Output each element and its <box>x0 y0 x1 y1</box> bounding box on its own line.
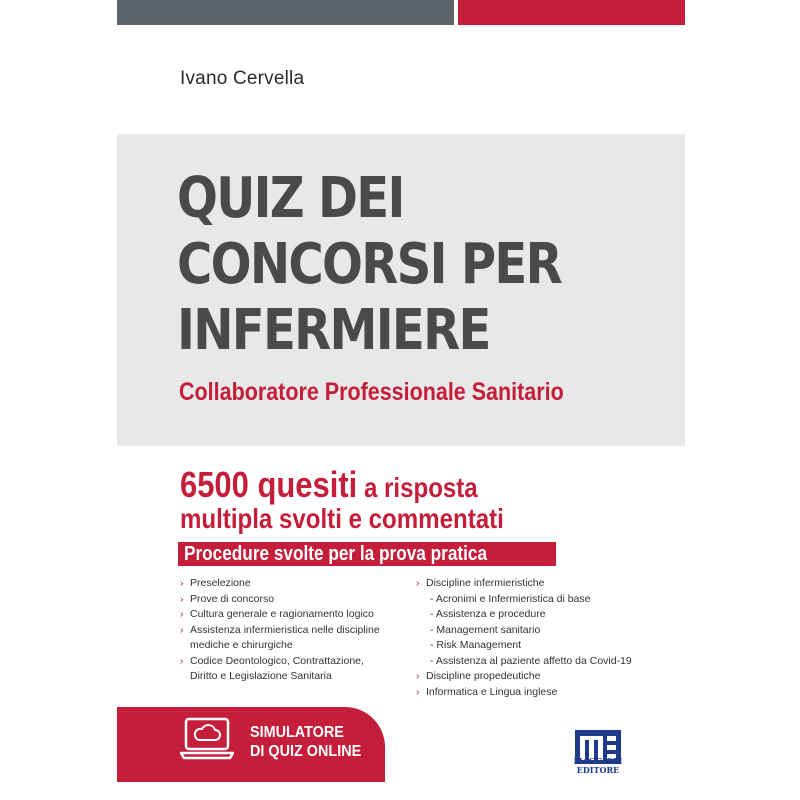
title-line-2: CONCORSI PER <box>177 232 561 297</box>
headline-number: 6500 quesiti <box>180 464 358 505</box>
list-item: › Assistenza infermieristica nelle discipline <box>180 623 390 639</box>
list-subitem: - Assistenza al paziente affetto da Covid-19 <box>430 654 632 667</box>
book-title <box>177 166 607 364</box>
list-item: › Cultura generale e ragionamento logico <box>180 607 390 623</box>
author-name: Ivano Cervella <box>180 68 305 89</box>
book-subtitle: Collaboratore Professionale Sanitario <box>179 378 564 406</box>
list-subitem: - Management sanitario <box>430 623 541 636</box>
list-item-continuation: Diritto e Legislazione Sanitaria <box>190 670 332 682</box>
list-item: › Discipline infermieristiche <box>416 576 646 592</box>
title-line-1: QUIZ DEI <box>177 166 404 231</box>
headline-line-2: multipla svolti e commentati <box>180 503 504 534</box>
simulator-line-1: SIMULATORE <box>250 724 344 741</box>
simulator-text <box>250 723 361 761</box>
title-line-3: INFERMIERE <box>177 298 490 363</box>
list-item: › Informatica e Lingua inglese <box>416 685 646 701</box>
list-subitem: - Acronimi e Infermieristica di base <box>430 592 591 605</box>
topics-list-right <box>416 576 646 700</box>
list-subitem: - Assistenza e procedure <box>430 608 546 620</box>
top-bar-red <box>458 0 685 25</box>
publisher-line-2: EDITORE <box>576 765 620 775</box>
list-item: › Codice Deontologico, Contrattazione, <box>180 654 390 670</box>
list-item: › Prove di concorso <box>180 592 390 608</box>
top-bar-grey <box>117 0 454 25</box>
list-item: › Discipline propedeutiche <box>416 669 646 685</box>
list-item-continuation: mediche e chirurgiche <box>190 639 293 651</box>
procedure-banner <box>178 542 556 566</box>
simulator-line-2: DI QUIZ ONLINE <box>250 743 362 760</box>
list-subitem: - Risk Management <box>430 639 522 651</box>
list-item: › Preselezione <box>180 576 390 592</box>
headline-line-1 <box>180 464 478 506</box>
publisher-line-1: MAGGIOLI <box>573 756 623 766</box>
laptop-cloud-icon <box>180 717 234 761</box>
procedure-banner-text: Procedure svolte per la prova pratica <box>184 543 488 565</box>
headline-rest: a risposta <box>357 472 478 503</box>
publisher-name <box>567 757 629 775</box>
topics-list-left <box>180 576 390 685</box>
